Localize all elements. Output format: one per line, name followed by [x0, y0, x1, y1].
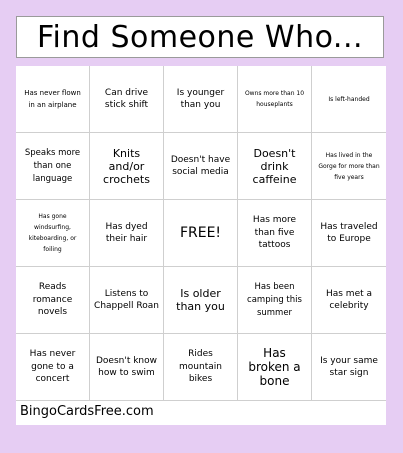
bingo-cell[interactable]: Has broken a bone: [238, 334, 312, 401]
bingo-card: [16, 66, 386, 425]
bingo-cell[interactable]: Doesn't drink caffeine: [238, 133, 312, 200]
bingo-cell[interactable]: Listens to Chappell Roan: [90, 267, 164, 334]
bingo-cell[interactable]: Is older than you: [164, 267, 238, 334]
title-box: [16, 16, 384, 58]
bingo-cell[interactable]: Doesn't have social media: [164, 133, 238, 200]
bingo-cell[interactable]: Doesn't know how to swim: [90, 334, 164, 401]
bingo-cell[interactable]: Has been camping this summer: [238, 267, 312, 334]
bingo-cell[interactable]: Has traveled to Europe: [312, 200, 386, 267]
bingo-cell[interactable]: Has lived in the Gorge for more than five years: [312, 133, 386, 200]
bingo-cell[interactable]: Has never flown in an airplane: [16, 66, 90, 133]
bingo-cell[interactable]: Has never gone to a concert: [16, 334, 90, 401]
card-title: Find Someone Who...: [36, 19, 364, 55]
bingo-cell[interactable]: Has gone windsurfing, kiteboarding, or foiling: [16, 200, 90, 267]
bingo-cell[interactable]: Is younger than you: [164, 66, 238, 133]
bingo-cell[interactable]: Has met a celebrity: [312, 267, 386, 334]
bingo-cell[interactable]: Can drive stick shift: [90, 66, 164, 133]
bingo-cell[interactable]: Has more than five tattoos: [238, 200, 312, 267]
bingo-cell[interactable]: Has dyed their hair: [90, 200, 164, 267]
bingo-cell[interactable]: Is left-handed: [312, 66, 386, 133]
bingo-cell-free[interactable]: FREE!: [164, 200, 238, 267]
bingo-cell[interactable]: Knits and/or crochets: [90, 133, 164, 200]
bingo-cell[interactable]: Is your same star sign: [312, 334, 386, 401]
bingo-cell[interactable]: Reads romance novels: [16, 267, 90, 334]
bingo-cell[interactable]: Rides mountain bikes: [164, 334, 238, 401]
bingo-cell[interactable]: Speaks more than one language: [16, 133, 90, 200]
bingo-grid: [16, 66, 386, 401]
bingo-cell[interactable]: Owns more than 10 houseplants: [238, 66, 312, 133]
site-footer: BingoCardsFree.com: [20, 403, 154, 419]
